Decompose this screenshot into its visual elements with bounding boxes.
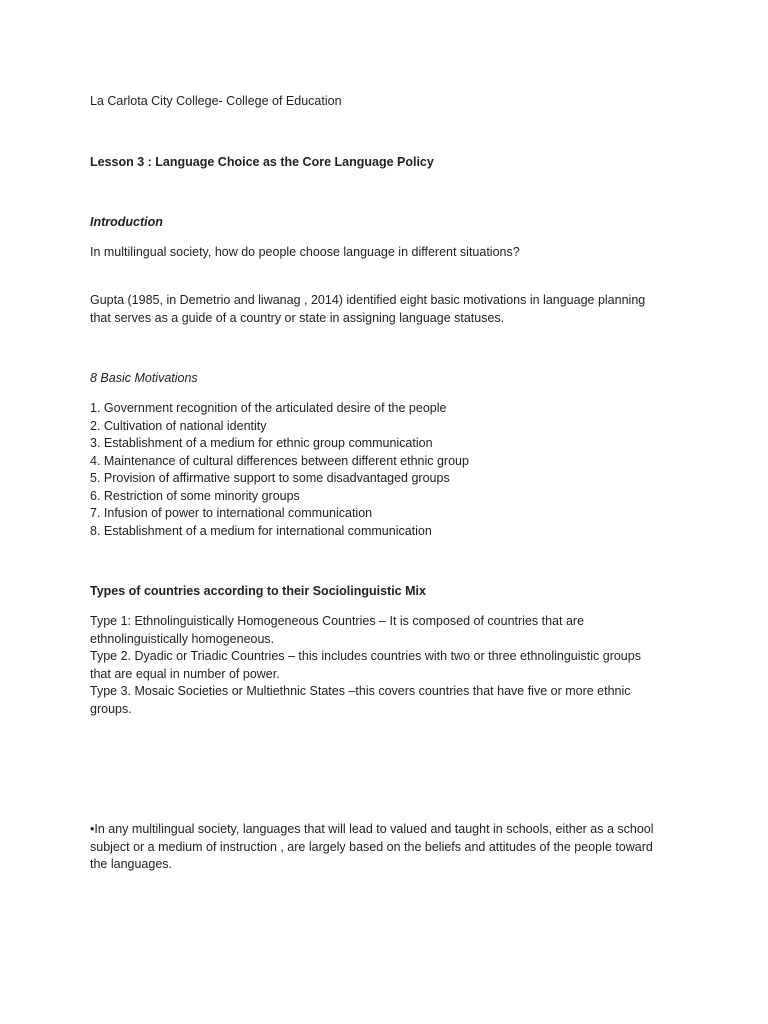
list-item: 7. Infusion of power to international communication <box>90 506 373 520</box>
introduction-paragraph <box>90 292 700 327</box>
motivations-heading: 8 Basic Motivations <box>90 371 198 385</box>
list-item: 5. Provision of affirmative support to some disadvantaged groups <box>90 471 450 485</box>
paragraph-line: Gupta (1985, in Demetrio and liwanag , 2014) identified eight basic motivations in language planning <box>90 293 646 307</box>
type-line: Type 1: Ethnolinguistically Homogeneous Countries – It is composed of countries that are <box>90 614 585 628</box>
list-item: 6. Restriction of some minority groups <box>90 488 300 503</box>
closing-note <box>90 821 700 874</box>
note-line: •In any multilingual society, languages that will lead to valued and taught in schools, either as a school <box>90 822 654 836</box>
note-line: the languages. <box>90 857 173 871</box>
type-line: Type 2. Dyadic or Triadic Countries – this includes countries with two or three ethnolinguistic groups <box>90 649 641 663</box>
note-line: subject or a medium of instruction , are largely based on the beliefs and attitudes of the people toward <box>90 839 653 854</box>
type-line: groups. <box>90 701 132 716</box>
list-item: 8. Establishment of a medium for international communication <box>90 523 432 538</box>
list-item: 4. Maintenance of cultural differences between different ethnic group <box>90 453 469 468</box>
country-types-body <box>90 613 700 718</box>
type-line: ethnolinguistically homogeneous. <box>90 631 275 646</box>
motivations-list <box>90 400 700 540</box>
type-line: Type 3. Mosaic Societies or Multiethnic States –this covers countries that have five or more ethnic <box>90 684 631 698</box>
list-item: 1. Government recognition of the articulated desire of the people <box>90 401 447 415</box>
introduction-heading: Introduction <box>90 215 163 229</box>
introduction-question: In multilingual society, how do people choose language in different situations? <box>90 245 520 259</box>
paragraph-line: that serves as a guide of a country or state in assigning language statuses. <box>90 310 505 325</box>
type-line: that are equal in number of power. <box>90 666 280 681</box>
list-item: 3. Establishment of a medium for ethnic group communication <box>90 436 433 450</box>
country-types-heading: Types of countries according to their Sociolinguistic Mix <box>90 584 426 598</box>
lesson-title: Lesson 3 : Language Choice as the Core Language Policy <box>90 155 434 169</box>
list-item: 2. Cultivation of national identity <box>90 418 267 433</box>
institution-header: La Carlota City College- College of Education <box>90 94 342 108</box>
